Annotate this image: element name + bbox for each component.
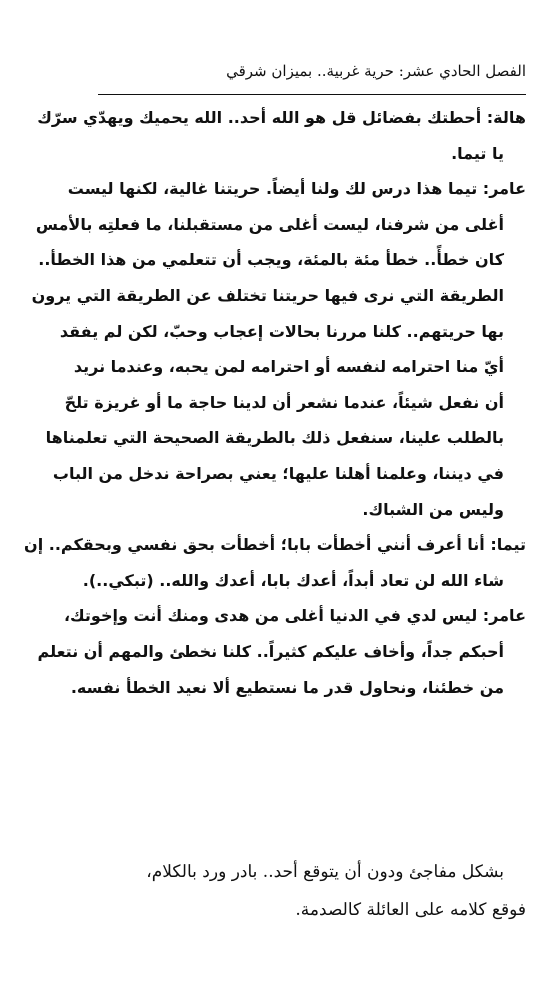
speaker-name: هالة: [486,108,526,127]
speaker-name: عامر: [482,606,526,626]
dialogue-line: أيّ منا احترامه لنفسه أو احترامه لمن يحبه، وعندما نريد [73,357,504,377]
dialogue-line: بها حريتهم.. كلنا مررنا بحالات إعجاب وحبّ، لكن لم يفقد [59,321,504,341]
dialogue-line: شاء الله لن تعاد أبداً، أعدك بابا، أعدك والله.. (تبكي..). [82,570,504,590]
dialogue-line: يا تيما. [451,143,504,163]
dialogue-line: في ديننا، وعلمنا أهلنا عليها؛ يعني بصراحة ندخل من الباب [52,463,504,483]
narration-line: بشكل مفاجئ ودون أن يتوقع أحد.. بادر ورد بالكلام، [146,862,504,882]
dialogue-block [22,100,526,705]
dialogue-line: أحطتك بفضائل قل هو الله أحد.. الله يحميك ويهدّي سرّك [37,108,482,127]
header-rule [98,94,526,95]
dialogue-line: الطريقة التي نرى فيها حريتنا تختلف عن الطريقة التي يرون [31,285,504,305]
narration-line: فوقع كلامه على العائلة كالصدمة. [295,900,526,920]
dialogue-line: ليس لدي في الدنيا أغلى من هدى ومنك أنت وإخوتك، [63,606,478,626]
dialogue-line: وليس من الشباك. [362,499,504,519]
speaker-name: تيما: [490,535,526,555]
dialogue-line: بالطلب علينا، سنفعل ذلك بالطريقة الصحيحة التي تعلمناها [45,428,504,448]
dialogue-line: تيما هذا درس لك ولنا أيضاً. حريتنا غالية، لكنها ليست [67,179,478,199]
dialogue-turn-amer [22,171,526,527]
dialogue-turn-hala [22,100,526,171]
running-header: الفصل الحادي عشر: حرية غربية.. بميزان شرقي [226,62,526,80]
dialogue-line: أغلى من شرفنا، ليست أغلى من مستقبلنا، ما فعلتِه بالأمس [35,214,504,234]
speaker-name: عامر: [482,179,526,199]
narration-paragraph [22,853,526,929]
dialogue-line: من خطئنا، ونحاول قدر ما نستطيع ألا نعيد الخطأ نفسه. [70,677,504,697]
dialogue-line: أن نفعل شيئاً، عندما نشعر أن لدينا حاجة ما أو غريزة تلحّ [64,392,504,412]
dialogue-line: أنا أعرف أنني أخطأت بابا؛ أخطأت بحق نفسي وبحقكم.. إن [24,535,485,555]
dialogue-line: أحبكم جداً، وأخاف عليكم كثيراً.. كلنا نخطئ والمهم أن نتعلم [37,641,504,661]
dialogue-line: كان خطأً.. خطأ مئة بالمئة، ويجب أن تتعلمي من هذا الخطأ.. [38,250,504,270]
dialogue-turn-amer [22,598,526,705]
dialogue-turn-tima [22,527,526,598]
